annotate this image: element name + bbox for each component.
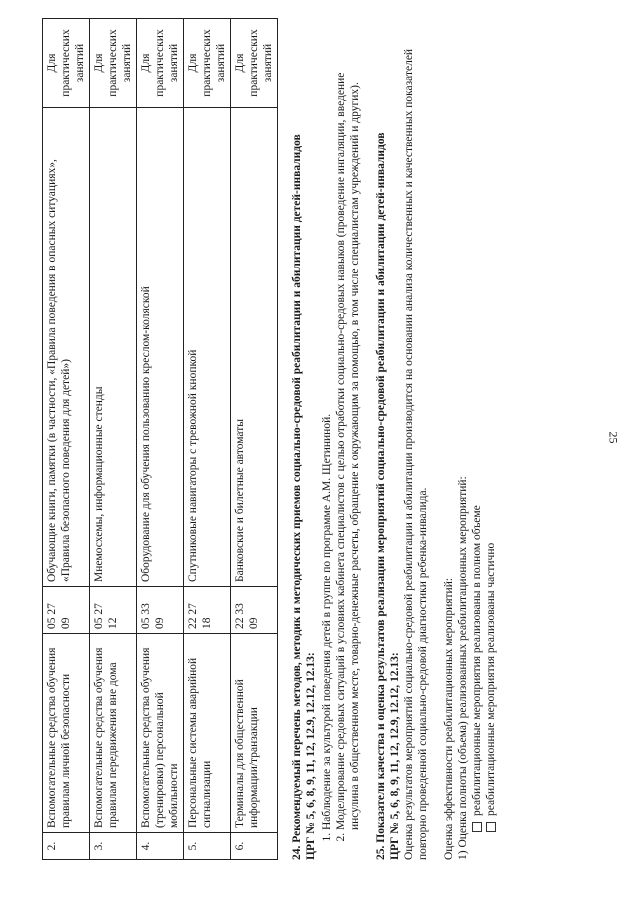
table-row <box>184 19 231 860</box>
cell-desc: Оборудование для обучения пользованию креслом-коляской <box>137 108 184 587</box>
table-row <box>231 19 278 860</box>
cell-name: Вспомогательные средства обучения (тренировки) персональной мобильности <box>137 634 184 833</box>
cell-name: Персональные системы аварийной сигнализации <box>184 634 231 833</box>
cell-use: Для практических занятий <box>137 19 184 108</box>
cell-num: 6. <box>231 833 278 860</box>
cell-code: 05 33 09 <box>137 587 184 634</box>
list-item: 2. Моделирование средовых ситуаций в условиях кабинета специалистов с целью отработки социально-средовых навыков (проведение ингаляции, введение инсулина в общественном месте, товарно-денежные расчеты, обращение к окружающим за помощью, в том числе специалистам учреждений и других). <box>334 30 362 830</box>
cell-name: Терминалы для общественной информации/транзакции <box>231 634 278 833</box>
section-25-heading: 25. Показатели качества и оценка результатов реализации мероприятий социально-средовой реабилитации и абилитации детей-инвалидов ЦРГ № 5, 6, 8, 9, 11, 12, 12.9, 12.12, 12.13: <box>375 132 401 860</box>
table-row <box>43 19 90 860</box>
checkbox-icon[interactable] <box>472 822 482 832</box>
cell-desc: Мнемосхемы, информационные стенды <box>90 108 137 587</box>
cell-use: Для практических занятий <box>43 19 90 108</box>
checkbox-icon[interactable] <box>486 822 496 832</box>
cell-desc: Банковские и билетные автоматы <box>231 108 278 587</box>
cell-num: 4. <box>137 833 184 860</box>
section-24-list <box>320 30 362 860</box>
cell-code: 05 27 12 <box>90 587 137 634</box>
section-25-paragraph: Оценка результатов мероприятий социально-средовой реабилитации и абилитации производится на основании анализа количественных и качественных показателей повторно проведенной социально-средовой диагностики ребенка-инвалида. <box>403 48 429 860</box>
cell-code: 22 27 18 <box>184 587 231 634</box>
table-row <box>137 19 184 860</box>
cell-name: Вспомогательные средства обучения правилам личной безопасности <box>43 634 90 833</box>
cell-code: 22 33 09 <box>231 587 278 634</box>
cell-use: Для практических занятий <box>184 19 231 108</box>
equipment-table <box>42 18 278 860</box>
cell-desc: Обучающие книги, памятки (в частности, «Правила поведения в опасных ситуациях», «Правила безопасного поведения для детей») <box>43 108 90 587</box>
table-row <box>90 19 137 860</box>
cell-num: 2. <box>43 833 90 860</box>
evaluation-title: Оценка эффективности реабилитационных мероприятий: <box>443 577 455 860</box>
evaluation-item-1: 1) Оценка полноты (объема) реализованных реабилитационных мероприятий: <box>457 476 469 860</box>
section-24-heading: 24. Рекомендуемый перечень методов, методик и методических приемов социально-средовой реабилитации и абилитации детей-инвалидов ЦРГ № 5, 6, 8, 9, 11, 12, 12.9, 12.12, 12.13: <box>291 134 317 860</box>
cell-use: Для практических занятий <box>90 19 137 108</box>
list-item: 1. Наблюдение за культурой поведения детей в группе по программе А.М. Щетининой. <box>320 30 334 830</box>
cell-name: Вспомогательные средства обучения правилам передвижения вне дома <box>90 634 137 833</box>
checkbox-row-full: реабилитационные мероприятия реализованы в полном объеме <box>470 30 484 860</box>
page-content <box>42 30 498 860</box>
cell-num: 5. <box>184 833 231 860</box>
page-number: 25 <box>606 431 621 444</box>
cell-desc: Спутниковые навигаторы с тревожной кнопкой <box>184 108 231 587</box>
checkbox-row-partial: реабилитационные мероприятия реализованы частично <box>484 30 498 860</box>
cell-use: Для практических занятий <box>231 19 278 108</box>
cell-num: 3. <box>90 833 137 860</box>
cell-code: 05 27 09 <box>43 587 90 634</box>
